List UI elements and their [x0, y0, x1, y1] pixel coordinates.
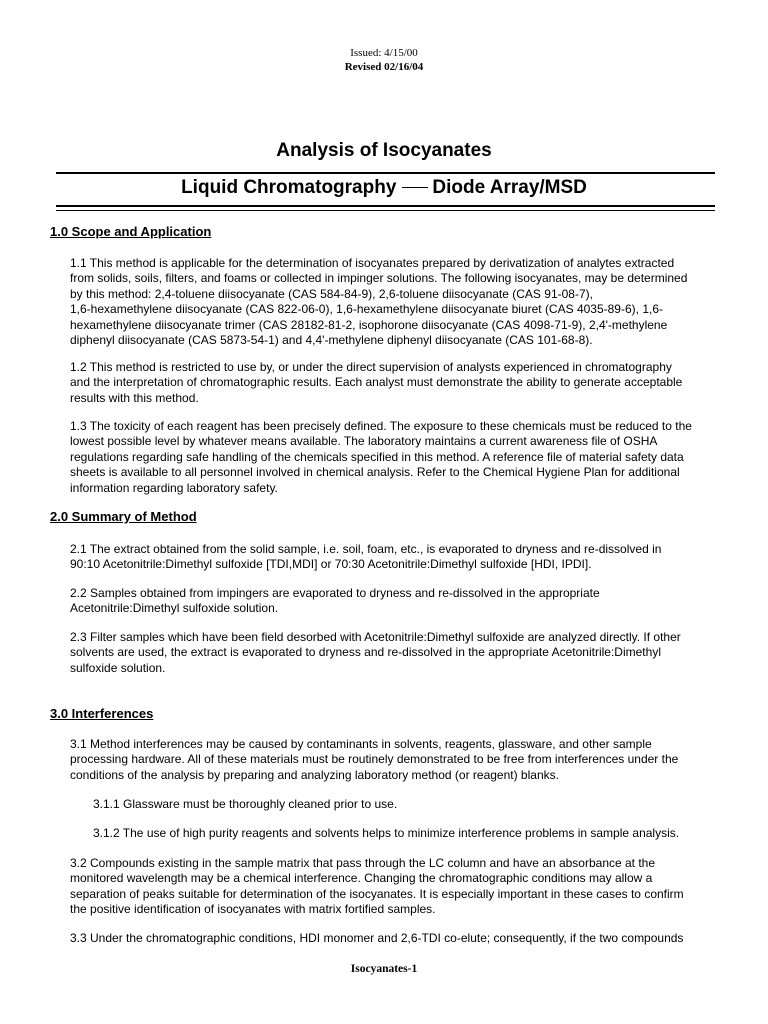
paragraph-3-1-1: 3.1.1 Glassware must be thoroughly cleaned prior to use. [93, 797, 398, 811]
title-rule-bottom-thin [56, 210, 715, 211]
paragraph-1-2: 1.2 This method is restricted to use by, or under the direct supervision of analysts experienced in chromatography and the interpretation of chromatographic results. Each analyst must demonstrate the ability to generate acceptable results with this method. [70, 360, 683, 405]
document-title: Analysis of Isocyanates [276, 140, 492, 161]
title-rule-top [56, 172, 715, 174]
section-heading-summary: 2.0 Summary of Method [50, 509, 197, 524]
subtitle-left: Liquid Chromatography [181, 177, 397, 198]
document-subtitle [0, 176, 768, 200]
section-heading-scope: 1.0 Scope and Application [50, 224, 212, 239]
paragraph-2-1: 2.1 The extract obtained from the solid sample, i.e. soil, foam, etc., is evaporated to dryness and re-dissolved in 90:10 Acetonitrile:Dimethyl sulfoxide [TDI,MDI] or 70:30 Acetonitrile:Dimethyl sulfoxide [HDI, IPDI]. [70, 542, 662, 572]
revised-date: Revised 02/16/04 [344, 61, 424, 73]
paragraph-1-1: 1.1 This method is applicable for the determination of isocyanates prepared by derivatization of analytes extracted from solids, soils, filters, and foams or collected in impinger solutions. The following isocyanates, may be determined by this method: 2,4-toluene diisocyanate (CAS 584-84-9), 2,6-toluene diisocyanate (CAS 91-08-7), 1,6-hexamethylene diisocyanate (CAS 822-06-0), 1,6-hexamethylene diisocyanate biuret (CAS 4035-89-6), 1,6- hexamethylene diisocyanate trimer (CAS 28182-81-2, isophorone diisocyanate (CAS 4098-71-9), 2,4'-methylene diphenyl diisocyanate (CAS 5873-54-1) and 4,4'-methylene diphenyl diisocyanate (CAS 101-68-8). [70, 256, 688, 348]
page-footer: Isocyanates-1 [350, 963, 418, 975]
subtitle-dash [402, 187, 428, 188]
title-rule-bottom [56, 205, 715, 207]
paragraph-3-1-2: 3.1.2 The use of high purity reagents and solvents helps to minimize interference problems in sample analysis. [93, 826, 680, 840]
subtitle-right: Diode Array/MSD [432, 177, 587, 198]
paragraph-2-3: 2.3 Filter samples which have been field desorbed with Acetonitrile:Dimethyl sulfoxide are analyzed directly. If other solvents are used, the extract is evaporated to dryness and re-dissolved in the appropriate Acetonitrile:Dimethyl sulfoxide solution. [70, 630, 681, 675]
paragraph-2-2: 2.2 Samples obtained from impingers are evaporated to dryness and re-dissolved in the appropriate Acetonitrile:Dimethyl sulfoxide solution. [70, 586, 600, 616]
paragraph-1-3: 1.3 The toxicity of each reagent has been precisely defined. The exposure to these chemicals must be reduced to the lowest possible level by whatever means available. The laboratory maintains a current awareness file of OSHA regulations regarding safe handling of the chemicals specified in this method. A reference file of material safety data sheets is available to all personnel involved in chemical analysis. Refer to the Chemical Hygiene Plan for additional information regarding laboratory safety. [70, 419, 692, 495]
paragraph-3-2: 3.2 Compounds existing in the sample matrix that pass through the LC column and have an absorbance at the monitored wavelength may be a chemical interference. Changing the chromatographic conditions may allow a separation of peaks suitable for determination of the isocyanates. It is especially important in these cases to confirm the positive identification of isocyanates with matrix fortified samples. [70, 856, 684, 917]
paragraph-3-1: 3.1 Method interferences may be caused by contaminants in solvents, reagents, glassware, and other sample processing hardware. All of these materials must be routinely demonstrated to be free from interferences under the conditions of the analysis by preparing and analyzing laboratory method (or reagent) blanks. [70, 737, 679, 782]
section-heading-interferences: 3.0 Interferences [50, 706, 154, 721]
issued-date: Issued: 4/15/00 [350, 47, 418, 59]
paragraph-3-3: 3.3 Under the chromatographic conditions, HDI monomer and 2,6-TDI co-elute; consequently, if the two compounds [70, 931, 684, 945]
